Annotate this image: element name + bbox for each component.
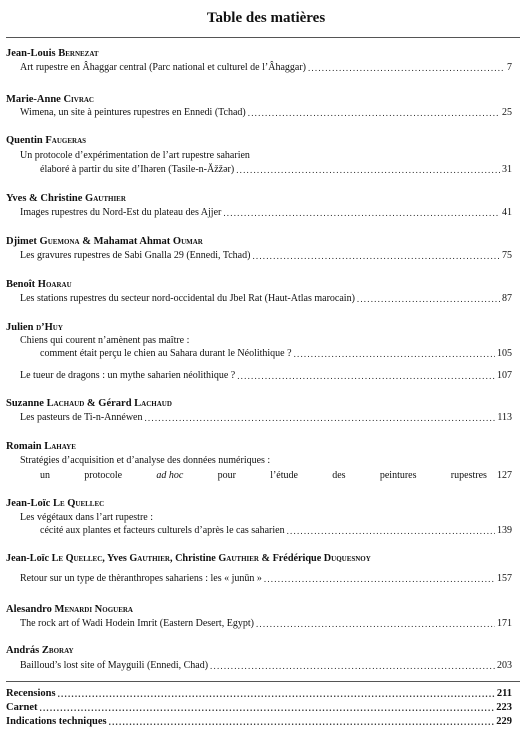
top-divider [6,37,520,38]
toc-entry[interactable]: comment était perçu le chien au Sahara durant le Néolithique ? ..... 105 [40,348,512,360]
toc-entry-first-line: Stratégies d’acquisition et d’analyse des données numériques : [20,455,271,466]
toc-entry-first-line: Un protocole d’expérimentation de l’art rupestre saharien [20,150,250,161]
toc-entry[interactable]: Retour sur un type de thèranthropes sahariens : les « junūn » ..... 157 [20,573,512,585]
author-name: Yves & Christine Gauthier [6,193,126,204]
toc-entry[interactable]: Les stations rupestres du secteur nord-occidental du Jbel Rat (Haut-Atlas marocain) ..... 87 [20,293,512,305]
author-name: Marie-Anne Civrac [6,94,94,105]
author-name: Djimet Guemona & Mahamat Ahmat Oumar [6,236,203,247]
toc-entry-carnet[interactable]: Carnet ..... 223 [6,702,512,714]
toc-entry[interactable]: un protocole ad hoc pour l’étude des peintures rupestres 127 [40,470,512,481]
toc-entry[interactable]: Art rupestre en Âhaggar central (Parc national et culturel de l’Âhaggar) ..... 7 [20,62,512,74]
toc-entry[interactable]: Images rupestres du Nord-Est du plateau des Ajjer ..... 41 [20,207,512,219]
toc-entry-first-line: Les végétaux dans l’art rupestre : [20,512,154,523]
toc-entry[interactable]: Les pasteurs de Ti-n-Annéwen ..... 113 [20,412,512,424]
toc-entry[interactable]: élaboré à partir du site d’Ihəren (Tasile-n-Ăžžər) ..... 31 [40,164,512,176]
author-name: Julien d’Huy [6,322,63,333]
author-name: Romain Lahaye [6,441,76,452]
toc-entry[interactable]: Les gravures rupestres de Sabi Gnalla 29 (Ennedi, Tchad) ..... 75 [20,250,512,262]
author-name: András Zboray [6,645,74,656]
toc-entry-recensions[interactable]: Recensions ..... 211 [6,688,512,700]
toc-entry[interactable]: Le tueur de dragons : un mythe saharien néolithique ? ..... 107 [20,370,512,382]
page-title: Table des matières [206,10,326,26]
author-name: Alesandro Menardi Noguera [6,604,133,615]
author-name: Jean-Loïc Le Quellec, Yves Gauthier, Christine Gauthier & Frédérique Duquesnoy [6,553,371,564]
bottom-divider [6,681,520,682]
toc-entry[interactable]: The rock art of Wadi Hodein Imrit (Eastern Desert, Egypt) ..... 171 [20,618,512,630]
author-name: Quentin Faugeras [6,135,87,146]
toc-entry[interactable]: Wimena, un site à peintures rupestres en Ennedi (Tchad) ..... 25 [20,107,512,119]
author-name: Jean-Louis Bernezat [6,48,99,59]
author-name: Jean-Loïc Le Quellec [6,498,105,509]
toc-entry[interactable]: Bailloud’s lost site of Mayguili (Ennedi, Chad) ..... 203 [20,660,512,672]
toc-entry-first-line: Chiens qui courent n’amènent pas maître : [20,335,190,346]
author-name: Benoît Hoarau [6,279,72,290]
toc-entry-indications-techniques[interactable]: Indications techniques ..... 229 [6,716,512,728]
toc-entry[interactable]: cécité aux plantes et facteurs culturels d’après le cas saharien ..... 139 [40,525,512,537]
author-name: Suzanne Lachaud & Gérard Lachaud [6,398,172,409]
